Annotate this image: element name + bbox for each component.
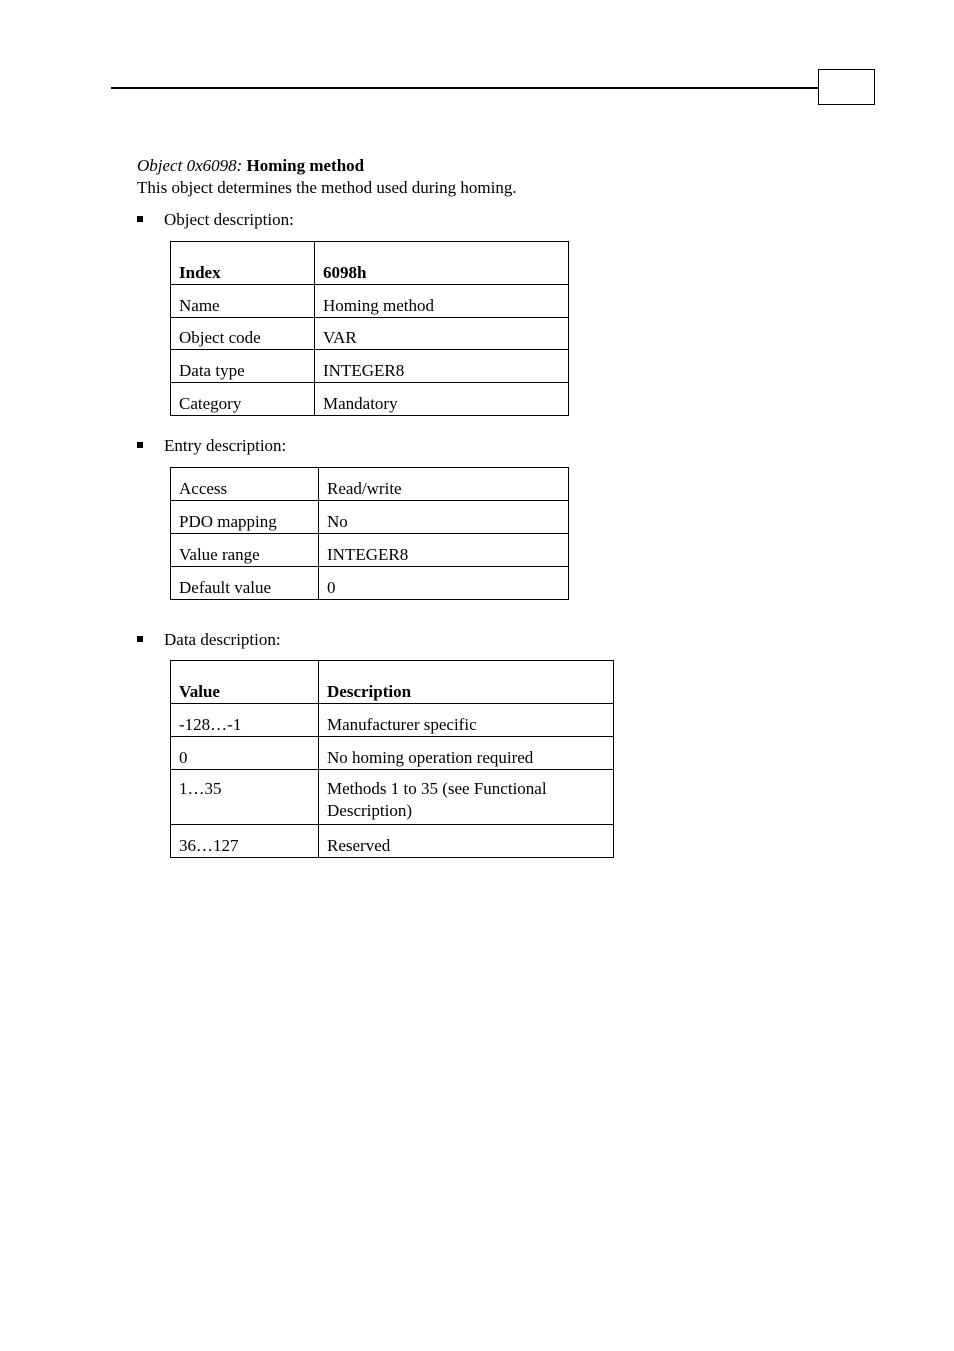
table-cell: Object code <box>171 318 315 350</box>
table-row <box>171 350 569 383</box>
table-cell: Access <box>171 468 319 501</box>
object-description-bullet <box>137 210 294 230</box>
table-cell: 0 <box>171 737 319 770</box>
bullet-square-icon <box>137 636 143 642</box>
table-cell: Index <box>171 242 315 285</box>
bullet-square-icon <box>137 442 143 448</box>
data-description-bullet <box>137 630 281 650</box>
table-row <box>171 534 569 567</box>
object-description-label: Object description: <box>164 210 294 229</box>
table-header-row <box>171 661 614 704</box>
table-cell: Manufacturer specific <box>319 704 614 737</box>
table-row <box>171 704 614 737</box>
table-cell: No <box>319 501 569 534</box>
intro-text: This object determines the method used during homing. <box>137 178 517 197</box>
table-cell: INTEGER8 <box>319 534 569 567</box>
table-cell: Methods 1 to 35 (see Functional Description) <box>319 770 614 825</box>
bullet-square-icon <box>137 216 143 222</box>
page-number-box <box>818 69 875 105</box>
table-cell: 6098h <box>315 242 569 285</box>
table-cell: PDO mapping <box>171 501 319 534</box>
table-cell: Value range <box>171 534 319 567</box>
table-cell: No homing operation required <box>319 737 614 770</box>
table-row <box>171 501 569 534</box>
table-cell: 36…127 <box>171 825 319 858</box>
table-cell: 1…35 <box>171 770 319 825</box>
object-description-table <box>170 241 569 416</box>
table-cell: Name <box>171 285 315 318</box>
table-row <box>171 825 614 858</box>
table-row <box>171 285 569 318</box>
table-row <box>171 770 614 825</box>
table-cell: Homing method <box>315 285 569 318</box>
entry-description-table <box>170 467 569 600</box>
table-cell: Reserved <box>319 825 614 858</box>
table-header-cell: Description <box>319 661 614 704</box>
table-cell: Read/write <box>319 468 569 501</box>
table-row <box>171 567 569 600</box>
entry-description-label: Entry description: <box>164 436 287 455</box>
object-name: Homing method <box>246 156 365 175</box>
entry-description-bullet <box>137 436 286 456</box>
table-row <box>171 242 569 285</box>
object-label: Object 0x6098: <box>137 156 243 175</box>
table-cell: Default value <box>171 567 319 600</box>
table-cell: 0 <box>319 567 569 600</box>
table-row <box>171 737 614 770</box>
table-cell: INTEGER8 <box>315 350 569 383</box>
table-cell: -128…-1 <box>171 704 319 737</box>
data-description-table <box>170 660 614 858</box>
section-title <box>137 156 364 176</box>
table-cell: Mandatory <box>315 383 569 416</box>
header-rule <box>111 87 819 89</box>
table-row <box>171 468 569 501</box>
data-description-label: Data description: <box>164 630 281 649</box>
table-header-cell: Value <box>171 661 319 704</box>
table-cell: Data type <box>171 350 315 383</box>
table-cell: VAR <box>315 318 569 350</box>
table-row <box>171 383 569 416</box>
table-cell: Category <box>171 383 315 416</box>
table-row <box>171 318 569 350</box>
